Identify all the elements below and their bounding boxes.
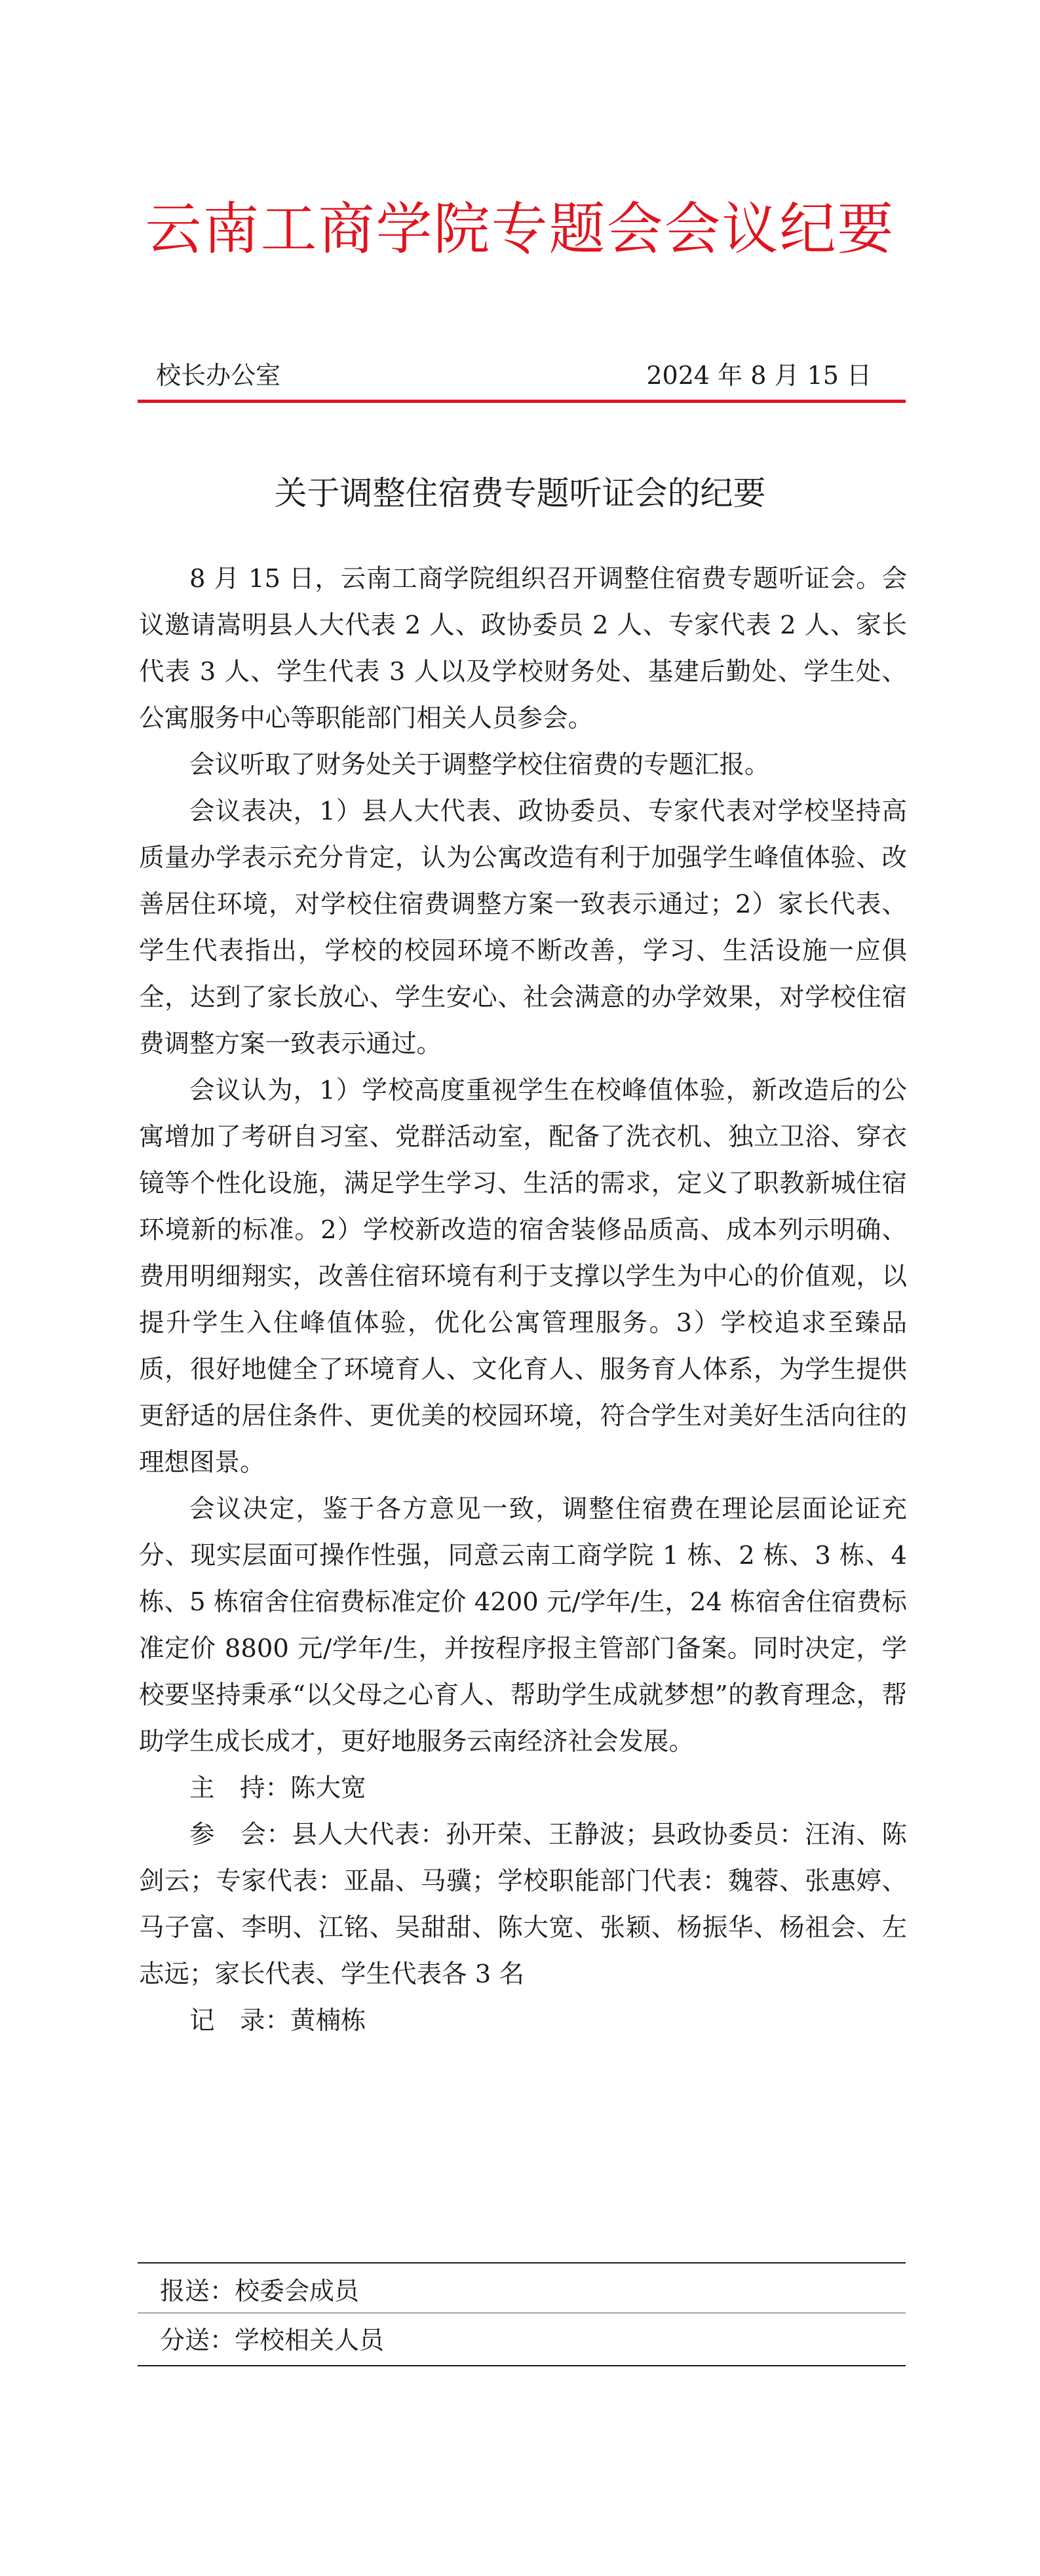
paragraph-report: 会议听取了财务处关于调整学校住宿费的专题汇报。 <box>189 750 770 780</box>
report-to-line: 报送：校委会成员 <box>160 2277 360 2305</box>
paragraph-vote: 会议表决，1）县人大代表、政协委员、专家代表对学校坚持高质量办学表示充分肯定，认为公寓改造有利于加强学生峰值体验、改善居住环境，对学校住宿费调整方案一致表示通过；2）家长代表、学生代表指出，学校的校园环境不断改善，学习、生活设施一应俱全，达到了家长放心、学生安心、社会满意的办学效果，对学校住宿费调整方案一致表示通过。 <box>139 797 907 1059</box>
paragraph-opinion: 会议认为，1）学校高度重视学生在校峰值体验，新改造后的公寓增加了考研自习室、党群活动室，配备了洗衣机、独立卫浴、穿衣镜等个性化设施，满足学生学习、生活的需求，定义了职教新城住宿环境新的标准。2）学校新改造的宿舍装修品质高、成本列示明确、费用明细翔实，改善住宿环境有利于支撑以学生为中心的价值观，以提升学生入住峰值体验，优化公寓管理服务。3）学校追求至臻品质，很好地健全了环境育人、文化育人、服务育人体系，为学生提供更舒适的居住条件、更优美的校园环境，符合学生对美好生活向往的理想图景。 <box>139 1076 907 1477</box>
recorder-name: 黄楠栋 <box>290 2006 366 2036</box>
attendees-label: 参 会： <box>189 1820 292 1849</box>
host-name: 陈大宽 <box>290 1773 366 1803</box>
host-line <box>139 1765 907 1811</box>
issue-date: 2024 年 8 月 15 日 <box>646 361 872 390</box>
red-divider <box>138 400 906 403</box>
attendees-list: 县人大代表：孙开荣、王静波；县政协委员：汪洧、陈剑云；专家代表：亚晶、马骥；学校职能部门代表：魏蓉、张惠婷、马子富、李明、江铭、吴甜甜、陈大宽、张颖、杨振华、杨祖会、左志远；家长代表、学生代表各 3 名 <box>139 1820 907 1989</box>
footer-bottom-rule <box>138 2365 906 2366</box>
copy-to-line: 分送：学校相关人员 <box>160 2326 385 2355</box>
recorder-label: 记 录： <box>189 2006 291 2036</box>
paragraph-intro: 8 月 15 日，云南工商学院组织召开调整住宿费专题听证会。会议邀请嵩明县人大代表 2 人、政协委员 2 人、专家代表 2 人、家长代表 3 人、学生代表 3 人以及学校财务处、基建后勤处、学生处、公寓服务中心等职能部门相关人员参会。 <box>139 564 907 733</box>
document-title: 关于调整住宿费专题听证会的纪要 <box>274 474 766 512</box>
paragraph-decision: 会议决定，鉴于各方意见一致，调整住宿费在理论层面论证充分、现实层面可操作性强，同意云南工商学院 1 栋、2 栋、3 栋、4 栋、5 栋宿舍住宿费标准定价 4200 元/学年/生，24 栋宿舍住宿费标准定价 8800 元/学年/生，并按程序报主管部门备案。同时决定，学校要坚持秉承“以父母之心育人、帮助学生成就梦想”的教育理念，帮助学生成长成才，更好地服务云南经济社会发展。 <box>139 1494 907 1756</box>
recorder-line <box>139 1998 907 2044</box>
footer-top-rule <box>138 2262 906 2263</box>
header-meta-row <box>149 359 883 392</box>
issuing-office: 校长办公室 <box>156 361 281 390</box>
host-label: 主 持： <box>189 1773 291 1803</box>
document-body <box>139 556 907 2044</box>
document-header-title: 云南工商学院专题会会议纪要 <box>145 197 895 262</box>
attendees-line <box>139 1811 907 1998</box>
